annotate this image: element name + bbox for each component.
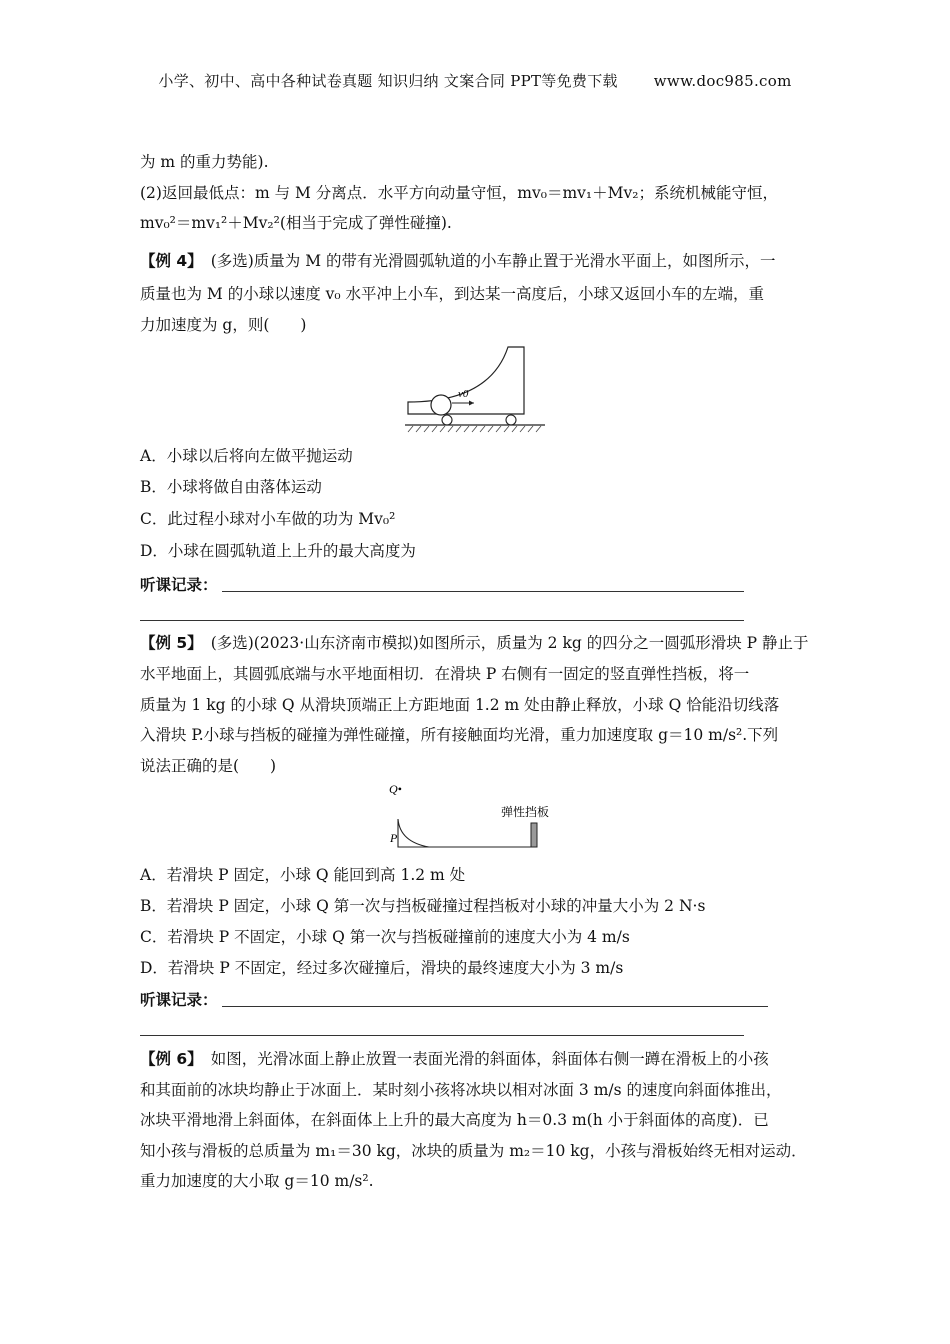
ex5-record-label: 听课记录： — [140, 991, 218, 1009]
ex5-text-1: (多选)(2023·山东济南市模拟)如图所示，质量为 2 kg 的四分之一圆弧形滑块 P 静止于 — [210, 634, 809, 652]
ex5-record-line-2[interactable] — [140, 1035, 744, 1036]
ex4-text-1: (多选)质量为 M 的带有光滑圆弧轨道的小车静止置于光滑水平面上，如图所示，一 — [210, 252, 776, 270]
ex6-line-3: 冰块平滑地滑上斜面体，在斜面体上上升的最大高度为 h＝0.3 m(h 小于斜面体的高度)．已 — [140, 1111, 769, 1129]
header-text: 小学、初中、高中各种试卷真题 知识归纳 文案合同 PPT等免费下载 — [158, 72, 618, 90]
ex4-record-line-1[interactable] — [222, 591, 744, 592]
ex6-line-4: 知小孩与滑板的总质量为 m₁＝30 kg，冰块的质量为 m₂＝10 kg，小孩与滑板始终无相对运动． — [140, 1142, 807, 1160]
ex4-label: 【例 4】 — [140, 252, 203, 270]
wheel-right — [506, 415, 516, 425]
ex5-record-line-1[interactable] — [222, 1006, 768, 1007]
ex4-record-label: 听课记录： — [140, 576, 218, 594]
board-label: 弹性挡板 — [501, 805, 550, 819]
ex4-line-1 — [140, 251, 812, 271]
ex4-figure — [400, 342, 550, 436]
ex5-option-a: A．若滑块 P 固定，小球 Q 能回到高 1.2 m 处 — [140, 866, 466, 884]
ex5-line-3: 质量为 1 kg 的小球 Q 从滑块顶端正上方距地面 1.2 m 处由静止释放，小球 Q 恰能沿切线落 — [140, 696, 780, 714]
ex4-line-2: 质量也为 M 的小球以速度 v₀ 水平冲上小车，到达某一高度后，小球又返回小车的左端，重 — [140, 285, 765, 303]
ex4-option-d: D．小球在圆弧轨道上上升的最大高度为 — [140, 542, 416, 560]
intro-line-2: (2)返回最低点：m 与 M 分离点．水平方向动量守恒，mv₀＝mv₁＋Mv₂；系统机械能守恒， — [140, 184, 778, 202]
ex4-line-3: 力加速度为 g，则( ) — [140, 316, 307, 334]
cart-body — [408, 347, 524, 414]
ex5-figure — [385, 780, 570, 852]
header-site[interactable]: www.doc985.com — [653, 72, 792, 90]
ex6-line-2: 和其面前的冰块均静止于冰面上．某时刻小孩将冰块以相对冰面 3 m/s 的速度向斜面体推出， — [140, 1081, 782, 1099]
ground-hatch — [408, 426, 541, 432]
ex5-option-c: C．若滑块 P 不固定，小球 Q 第一次与挡板碰撞前的速度大小为 4 m/s — [140, 928, 630, 946]
ball — [431, 395, 451, 415]
intro-line-3: mv₀²＝mv₁²＋Mv₂²(相当于完成了弹性碰撞). — [140, 214, 452, 232]
page-header — [0, 70, 950, 91]
elastic-board — [531, 823, 537, 847]
ex5-line-5: 说法正确的是( ) — [140, 757, 277, 775]
ex5-line-1 — [140, 633, 812, 653]
ex5-option-b: B．若滑块 P 固定，小球 Q 第一次与挡板碰撞过程挡板对小球的冲量大小为 2 N·s — [140, 897, 706, 915]
v0-label: v0 — [458, 388, 469, 400]
ex4-option-b: B．小球将做自由落体运动 — [140, 478, 322, 496]
ex6-line-5: 重力加速度的大小取 g＝10 m/s². — [140, 1172, 374, 1190]
ex5-label: 【例 5】 — [140, 634, 203, 652]
ex6-text-1: 如图，光滑冰面上静止放置一表面光滑的斜面体，斜面体右侧一蹲在滑板上的小孩 — [210, 1050, 769, 1068]
intro-line-1: 为 m 的重力势能). — [140, 153, 269, 171]
ex6-line-1 — [140, 1049, 812, 1069]
wheel-left — [442, 415, 452, 425]
ex5-option-d: D．若滑块 P 不固定，经过多次碰撞后，滑块的最终速度大小为 3 m/s — [140, 959, 624, 977]
ex6-label: 【例 6】 — [140, 1050, 203, 1068]
slider-p — [398, 819, 429, 847]
q-label: Q• — [389, 782, 402, 796]
ex5-line-4: 入滑块 P.小球与挡板的碰撞为弹性碰撞，所有接触面均光滑，重力加速度取 g＝10 m/s².下列 — [140, 726, 779, 744]
ex4-option-c: C．此过程小球对小车做的功为 Mv₀² — [140, 510, 396, 528]
ex5-line-2: 水平地面上，其圆弧底端与水平地面相切．在滑块 P 右侧有一固定的竖直弹性挡板，将一 — [140, 665, 750, 683]
p-label: P — [390, 831, 398, 845]
ex4-record-line-2[interactable] — [140, 620, 744, 621]
ex4-option-a: A．小球以后将向左做平抛运动 — [140, 447, 353, 465]
